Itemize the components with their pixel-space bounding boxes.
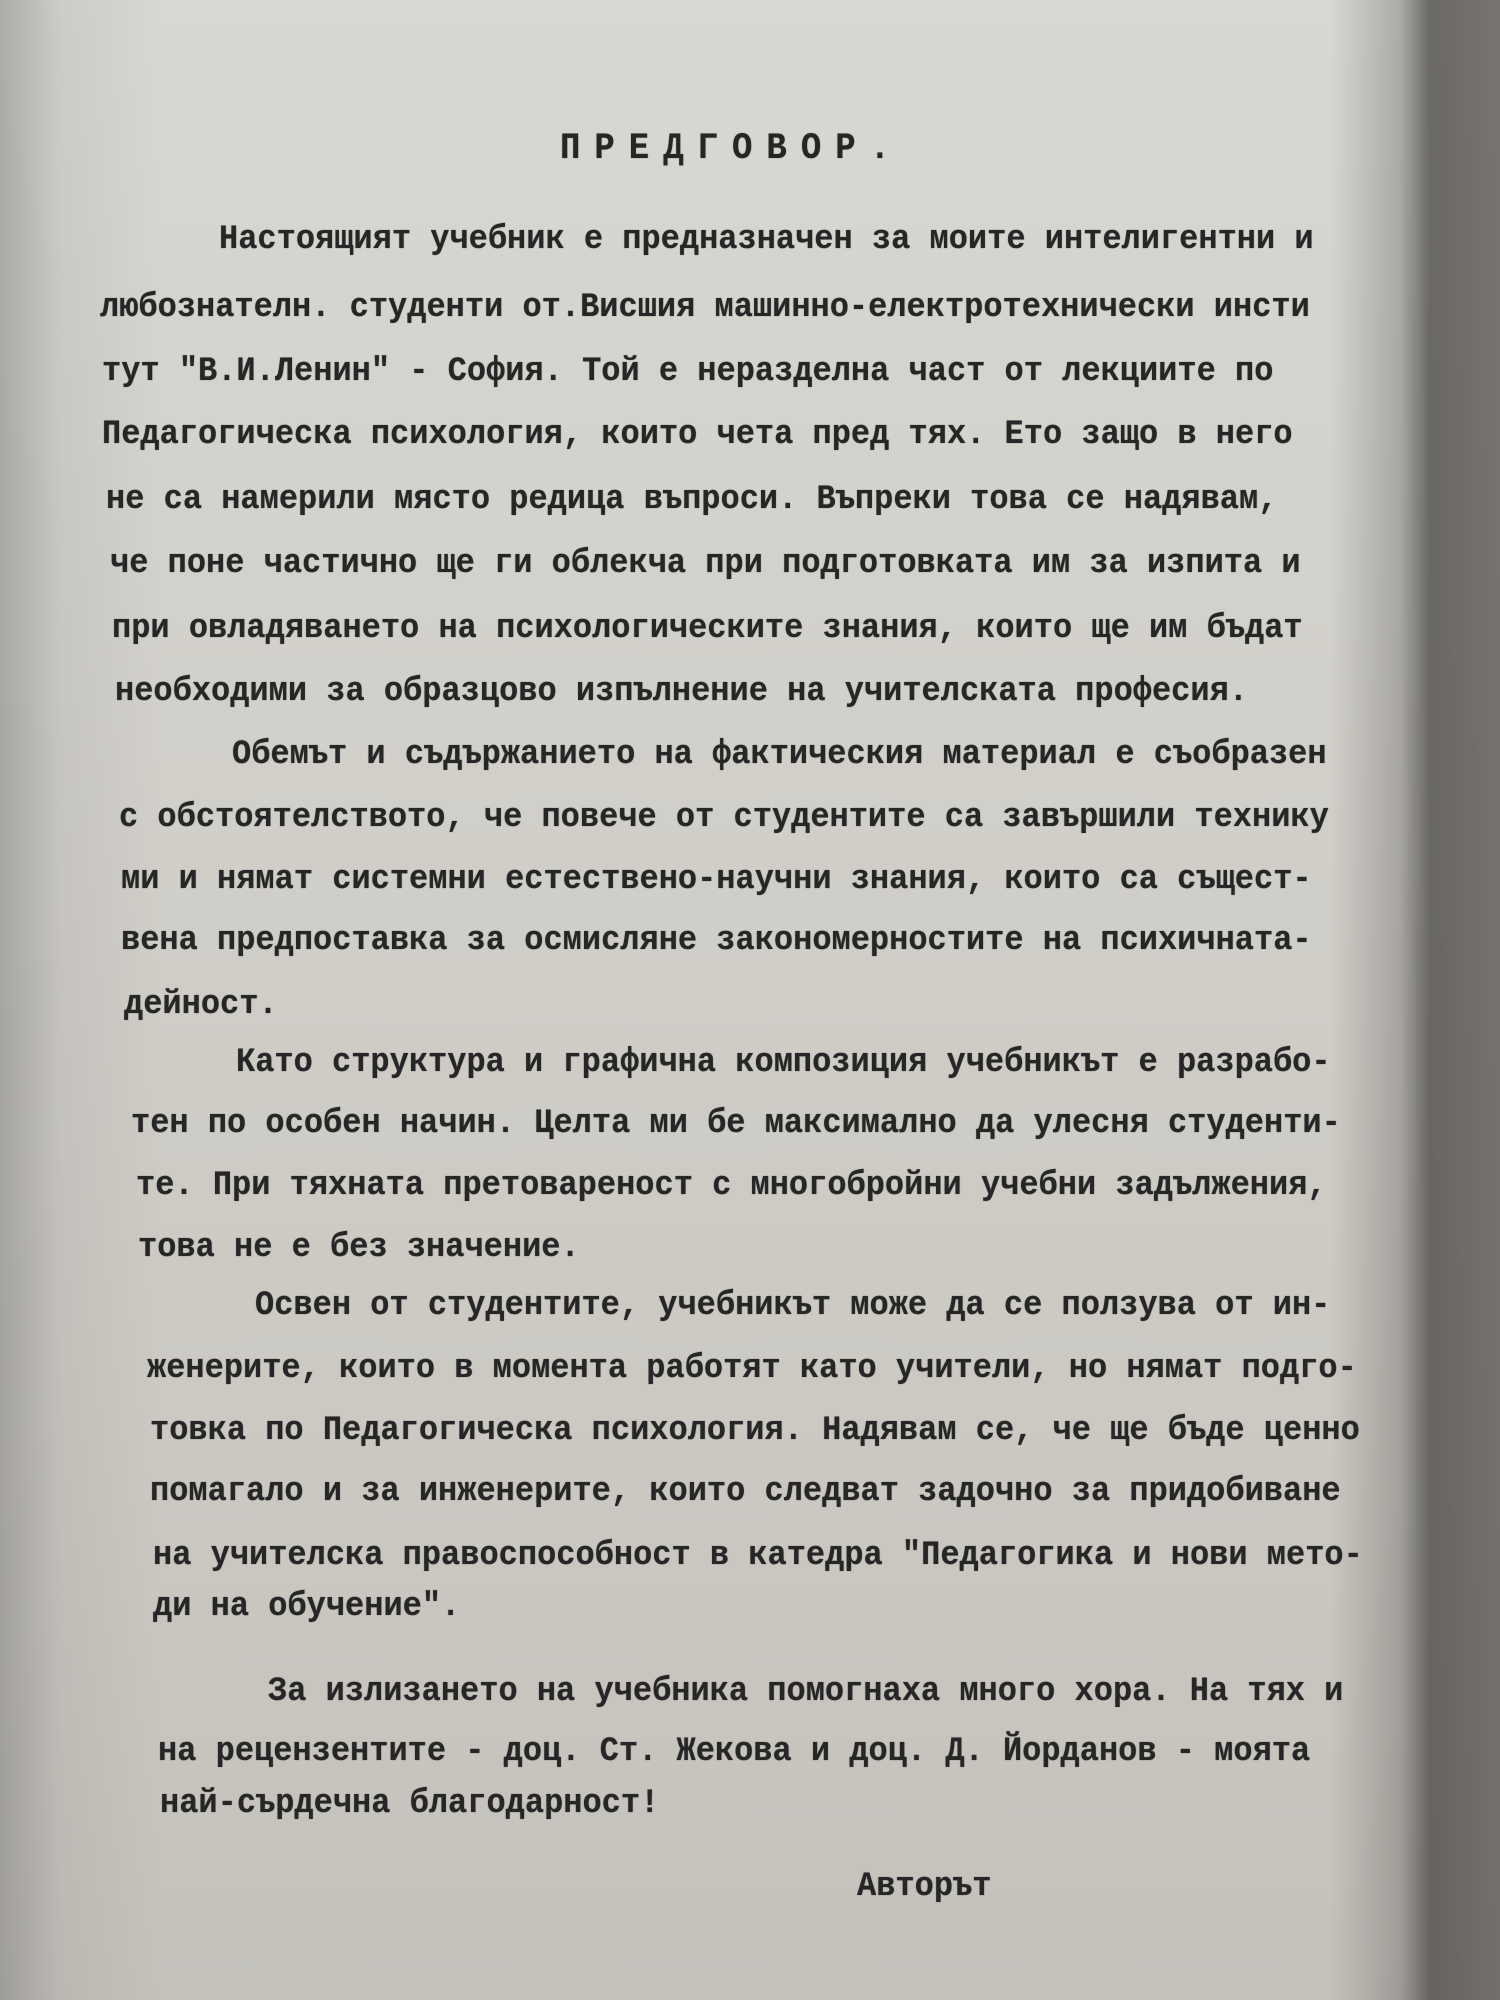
text-line: най-сърдечна благодарност! (160, 1783, 660, 1824)
text-line: женерите, които в момента работят като учители, но нямат подго- (147, 1348, 1357, 1389)
text-line: ми и нямат системни естествено-научни знания, които са същест- (121, 859, 1312, 900)
text-line: при овладяването на психологическите знания, които ще им бъдат (112, 608, 1303, 649)
text-line: тен по особен начин. Целта ми бе максимално да улесня студенти- (131, 1103, 1341, 1144)
text-line: необходими за образцово изпълнение на учителската професия. (115, 671, 1248, 712)
text-line: на учителска правоспособност в катедра "Педагогика и нови мето- (153, 1535, 1363, 1576)
text-line: не са намерили място редица въпроси. Въпреки това се надявам, (106, 479, 1278, 520)
text-line: товка по Педагогическа психология. Надявам се, че ще бъде ценно (150, 1410, 1360, 1451)
text-line: че поне частично ще ги облекча при подготовката им за изпита и (110, 543, 1301, 584)
page-title: ПРЕДГОВОР. (560, 129, 905, 171)
text-line: на рецензентите - доц. Ст. Жекова и доц. Д. Йорданов - моята (158, 1731, 1311, 1772)
text-line: За излизането на учебника помогнаха много хора. На тях и (268, 1671, 1344, 1712)
author-signature: Авторът (857, 1866, 992, 1907)
text-line: Освен от студентите, учебникът може да се ползува от ин- (255, 1285, 1331, 1326)
text-line: вена предпоставка за осмисляне закономерностите на психичната- (121, 920, 1312, 961)
text-line: Педагогическа психология, които чета пред тях. Ето защо в него (102, 414, 1293, 455)
text-line: любознателн. студенти от.Висшия машинно-електротехнически инсти (100, 287, 1310, 328)
text-line: с обстоятелството, че повече от студентите са завършили технику (119, 797, 1329, 838)
text-line: те. При тяхната претовареност с многобройни учебни задължения, (136, 1165, 1327, 1206)
text-line: тут "В.И.Ленин" - София. Той е неразделна част от лекциите по (102, 351, 1274, 392)
text-line: това не е без значение. (138, 1227, 580, 1268)
text-line: Като структура и графична композиция учебникът е разрабо- (236, 1042, 1331, 1083)
text-line: Настоящият учебник е предназначен за моите интелигентни и (219, 219, 1314, 260)
text-line: дейност. (124, 984, 278, 1025)
text-line: Обемът и съдържанието на фактическия материал е съобразен (232, 734, 1327, 775)
text-line: ди на обучение". (153, 1586, 461, 1627)
text-line: помагало и за инженерите, които следват задочно за придобиване (150, 1471, 1341, 1512)
